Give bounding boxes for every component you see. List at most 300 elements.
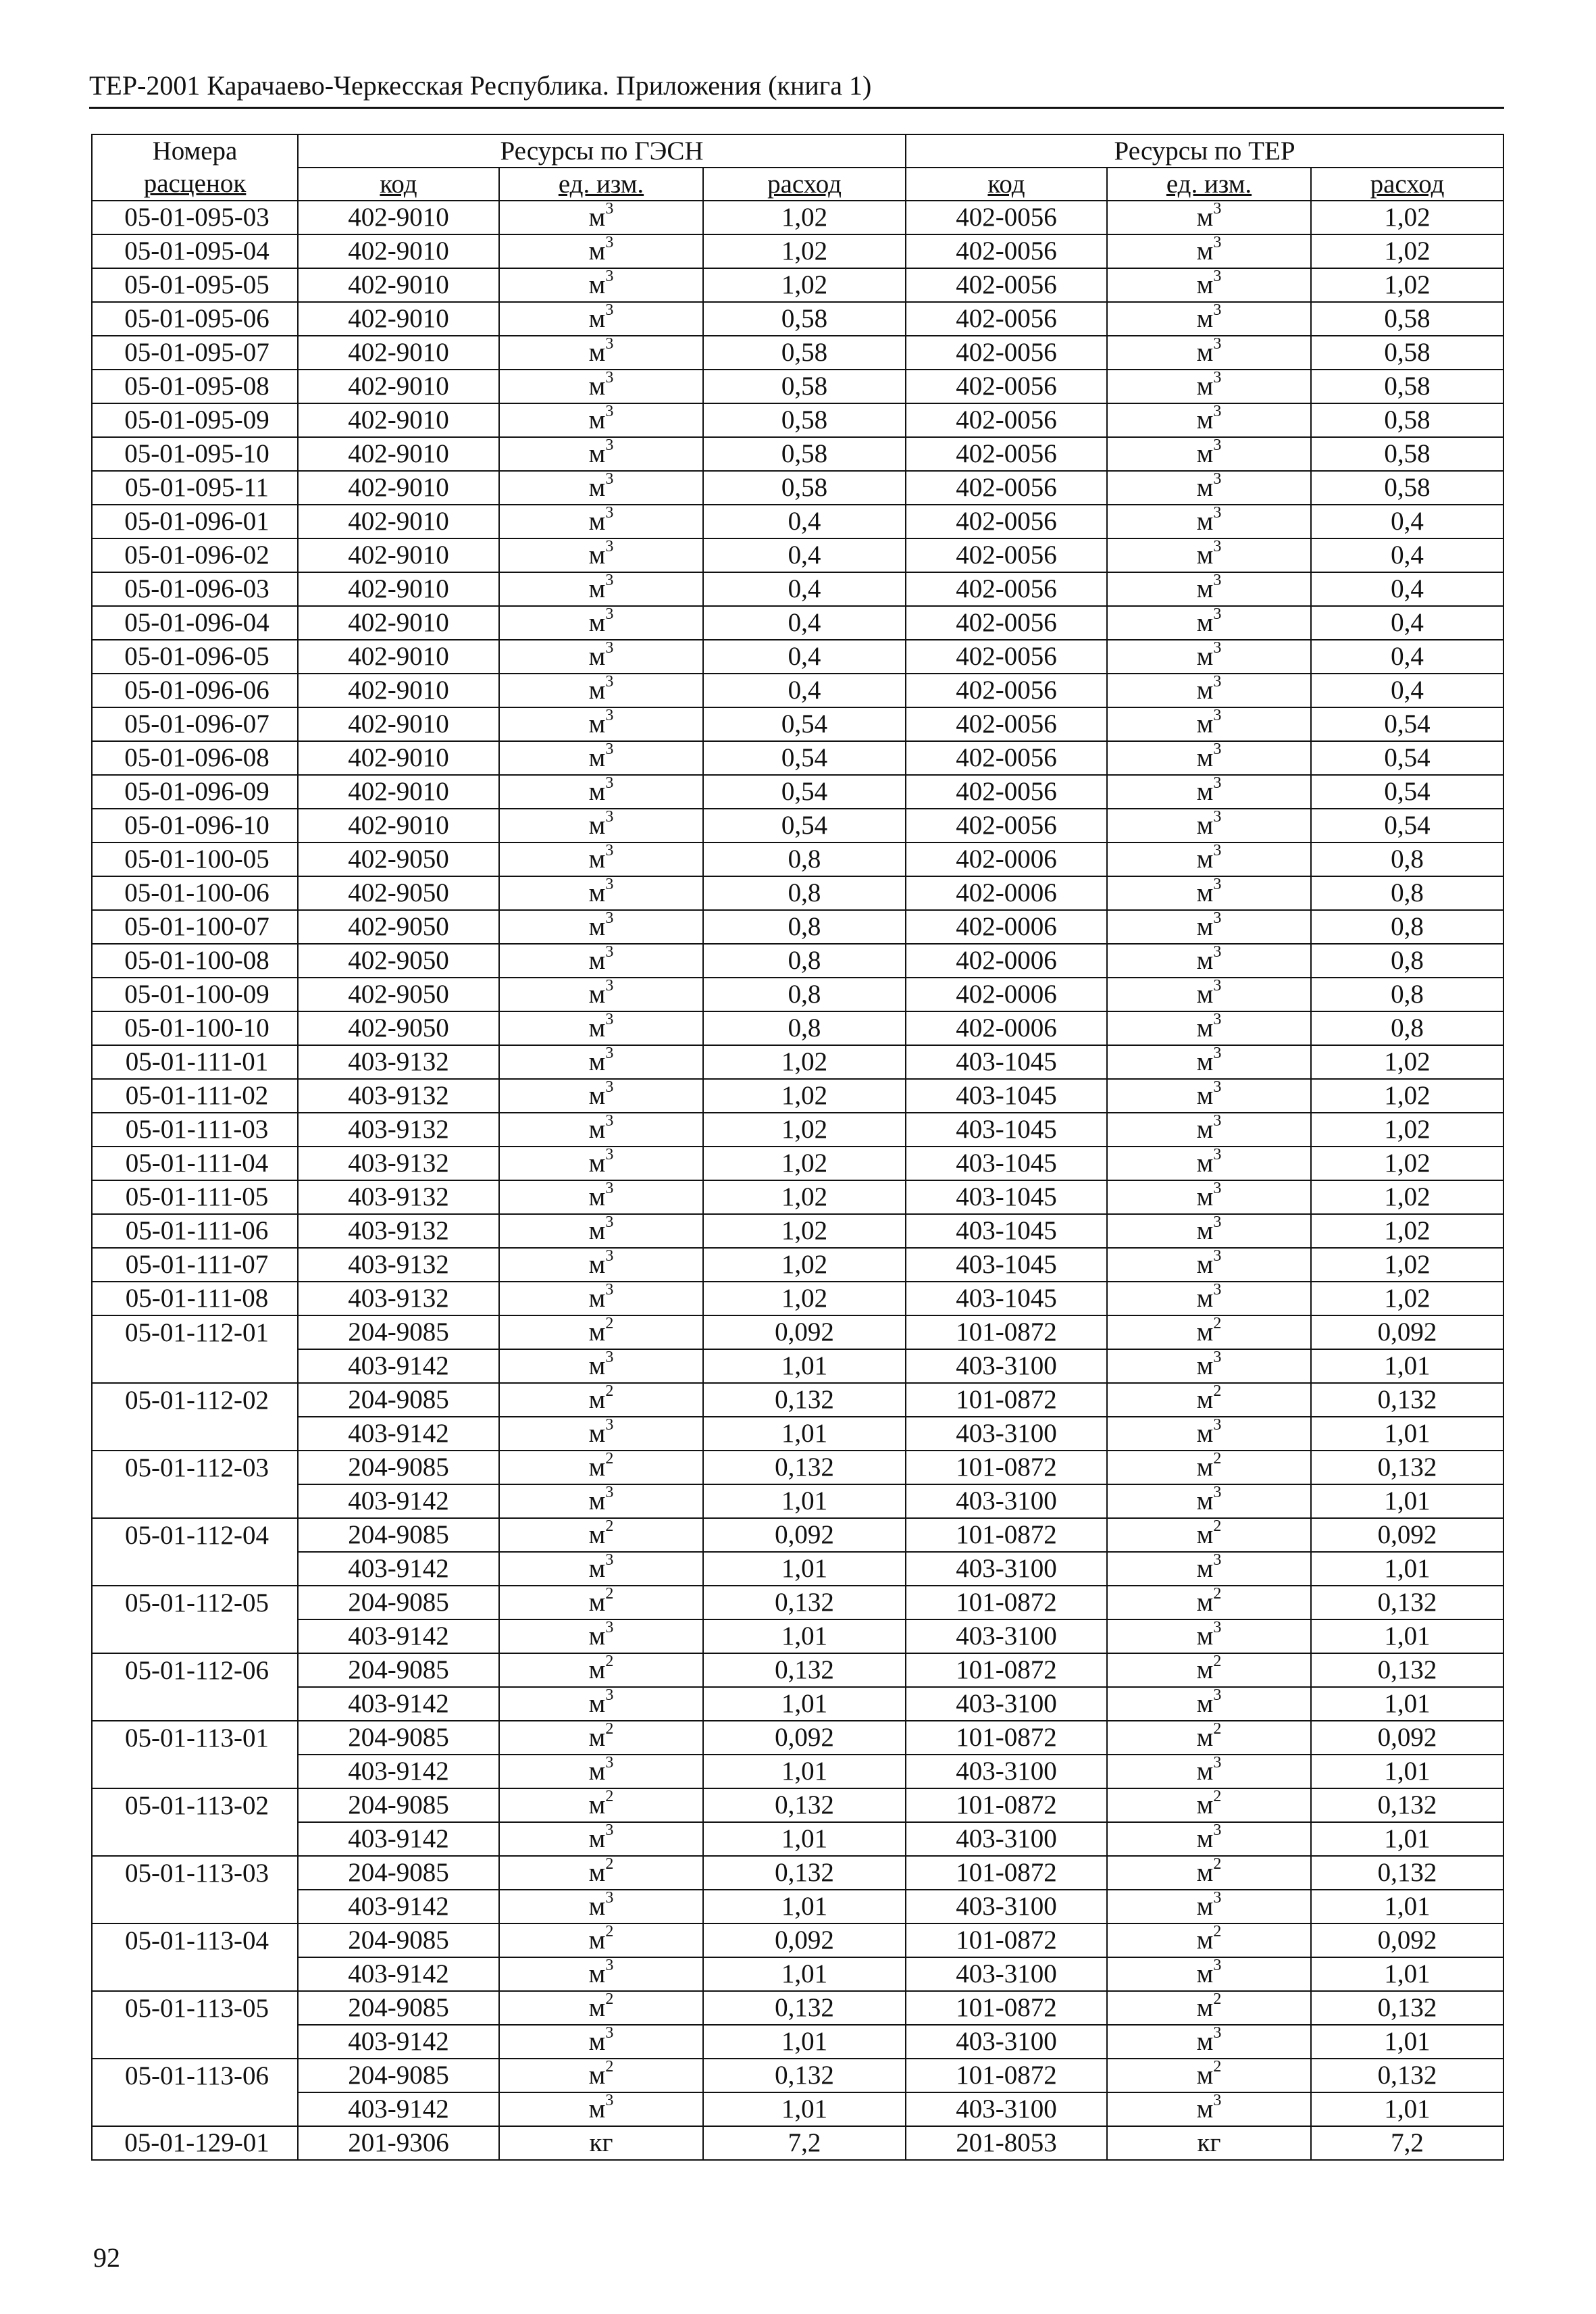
cell-ter-unit: $м^3$ — [1107, 1552, 1311, 1586]
unit-exponent: 3 — [605, 302, 614, 319]
cell-ter-consumption: 0,54 — [1311, 775, 1503, 809]
cell-gesn-consumption: 1,01 — [703, 1484, 906, 1518]
cell-ter-unit: $м^3$ — [1107, 471, 1311, 505]
unit-exponent: 3 — [605, 1484, 614, 1501]
cell-rate-number — [92, 1755, 298, 1788]
table-row — [92, 1315, 1503, 1349]
cell-ter-unit: $м^3$ — [1107, 1687, 1311, 1721]
cell-rate-number: 05-01-100-10 — [92, 1011, 298, 1045]
cell-ter-consumption: 1,01 — [1311, 1484, 1503, 1518]
cell-ter-code: 402-0056 — [906, 640, 1107, 674]
cell-ter-unit: $м^2$ — [1107, 2059, 1311, 2092]
cell-gesn-consumption: 0,092 — [703, 1923, 906, 1957]
unit-exponent: 3 — [1213, 1214, 1222, 1231]
cell-gesn-consumption: 0,8 — [703, 876, 906, 910]
col-header-ter-consumption: расход — [1311, 168, 1503, 201]
unit-exponent: 3 — [1213, 1282, 1222, 1299]
cell-ter-consumption: 0,092 — [1311, 1518, 1503, 1552]
table-row — [92, 809, 1503, 842]
cell-gesn-consumption: 1,01 — [703, 1619, 906, 1653]
cell-ter-code: 403-3100 — [906, 1349, 1107, 1383]
cell-ter-consumption: 1,01 — [1311, 1755, 1503, 1788]
unit-exponent: 2 — [605, 1856, 614, 1873]
unit-exponent: 3 — [605, 403, 614, 420]
table-row — [92, 1586, 1503, 1619]
unit-exponent: 3 — [1213, 910, 1222, 927]
cell-ter-code: 403-1045 — [906, 1180, 1107, 1214]
cell-ter-code: 403-3100 — [906, 1484, 1107, 1518]
cell-ter-consumption: 0,58 — [1311, 471, 1503, 505]
cell-ter-unit: $м^3$ — [1107, 538, 1311, 572]
table-row — [92, 437, 1503, 471]
table-row — [92, 1755, 1503, 1788]
cell-gesn-consumption: 0,54 — [703, 809, 906, 842]
cell-rate-number — [92, 1687, 298, 1721]
cell-rate-number: 05-01-111-03 — [92, 1113, 298, 1147]
unit-exponent: 3 — [605, 268, 614, 285]
cell-ter-consumption: 1,02 — [1311, 201, 1503, 234]
cell-gesn-code: 402-9010 — [298, 538, 499, 572]
cell-ter-consumption: 0,132 — [1311, 1653, 1503, 1687]
cell-gesn-unit: $м^3$ — [499, 1755, 703, 1788]
cell-gesn-consumption: 0,58 — [703, 336, 906, 370]
cell-ter-unit: $м^3$ — [1107, 234, 1311, 268]
table-row — [92, 1282, 1503, 1315]
unit-exponent: 3 — [605, 1180, 614, 1197]
cell-gesn-code: 402-9010 — [298, 336, 499, 370]
cell-gesn-consumption: 0,8 — [703, 978, 906, 1011]
cell-ter-code: 101-0872 — [906, 1923, 1107, 1957]
unit-exponent: 3 — [1213, 370, 1222, 386]
cell-ter-code: 403-3100 — [906, 2092, 1107, 2126]
cell-rate-number — [92, 1417, 298, 1451]
cell-gesn-consumption: 1,02 — [703, 1248, 906, 1282]
cell-gesn-code: 402-9010 — [298, 640, 499, 674]
cell-ter-consumption: 1,02 — [1311, 1147, 1503, 1180]
unit-exponent: 3 — [605, 640, 614, 657]
cell-gesn-unit: кг — [499, 2126, 703, 2160]
cell-gesn-unit: $м^3$ — [499, 944, 703, 978]
cell-ter-unit: $м^3$ — [1107, 1011, 1311, 1045]
unit-exponent: 3 — [605, 978, 614, 995]
cell-ter-code: 403-3100 — [906, 1755, 1107, 1788]
cell-rate-number: 05-01-112-05 — [92, 1586, 298, 1619]
table-row — [92, 1180, 1503, 1214]
table-row — [92, 606, 1503, 640]
cell-ter-code: 101-0872 — [906, 2059, 1107, 2092]
cell-rate-number: 05-01-096-08 — [92, 741, 298, 775]
cell-gesn-unit: $м^3$ — [499, 2025, 703, 2059]
table-row — [92, 1451, 1503, 1484]
unit-exponent: 3 — [605, 1079, 614, 1096]
cell-ter-code: 402-0056 — [906, 302, 1107, 336]
cell-gesn-unit: $м^3$ — [499, 606, 703, 640]
cell-ter-unit: $м^3$ — [1107, 336, 1311, 370]
cell-gesn-unit: $м^2$ — [499, 1383, 703, 1417]
cell-gesn-consumption: 1,02 — [703, 268, 906, 302]
cell-gesn-unit: $м^3$ — [499, 1113, 703, 1147]
unit-exponent: 2 — [1213, 1721, 1222, 1738]
cell-gesn-unit: $м^3$ — [499, 437, 703, 471]
cell-gesn-unit: $м^2$ — [499, 1315, 703, 1349]
cell-gesn-code: 402-9050 — [298, 1011, 499, 1045]
unit-exponent: 3 — [605, 2025, 614, 2042]
cell-rate-number: 05-01-111-06 — [92, 1214, 298, 1248]
cell-ter-code: 402-0056 — [906, 403, 1107, 437]
cell-rate-number: 05-01-111-01 — [92, 1045, 298, 1079]
cell-ter-consumption: 1,01 — [1311, 1417, 1503, 1451]
cell-rate-number — [92, 1890, 298, 1923]
cell-gesn-consumption: 1,02 — [703, 1282, 906, 1315]
cell-ter-consumption: 0,4 — [1311, 606, 1503, 640]
cell-rate-number: 05-01-113-04 — [92, 1923, 298, 1957]
cell-rate-number: 05-01-095-10 — [92, 437, 298, 471]
cell-gesn-unit: $м^3$ — [499, 775, 703, 809]
table-row — [92, 1214, 1503, 1248]
cell-gesn-consumption: 0,4 — [703, 674, 906, 707]
table-row — [92, 572, 1503, 606]
table-row — [92, 1484, 1503, 1518]
unit-exponent: 3 — [605, 1282, 614, 1299]
cell-gesn-unit: $м^3$ — [499, 674, 703, 707]
cell-ter-consumption: 0,8 — [1311, 944, 1503, 978]
unit-exponent: 3 — [605, 1349, 614, 1366]
cell-rate-number: 05-01-111-08 — [92, 1282, 298, 1315]
cell-ter-consumption: 0,58 — [1311, 370, 1503, 403]
unit-exponent: 3 — [605, 944, 614, 961]
cell-ter-code: 402-0056 — [906, 336, 1107, 370]
unit-exponent: 3 — [605, 741, 614, 758]
unit-exponent: 3 — [1213, 1890, 1222, 1907]
cell-gesn-code: 402-9050 — [298, 978, 499, 1011]
cell-rate-number: 05-01-095-04 — [92, 234, 298, 268]
cell-ter-unit: $м^3$ — [1107, 505, 1311, 538]
cell-ter-unit: кг — [1107, 2126, 1311, 2160]
cell-gesn-consumption: 0,4 — [703, 640, 906, 674]
cell-gesn-consumption: 1,02 — [703, 1214, 906, 1248]
unit-exponent: 2 — [605, 1315, 614, 1332]
cell-ter-code: 403-1045 — [906, 1147, 1107, 1180]
cell-rate-number: 05-01-096-04 — [92, 606, 298, 640]
cell-gesn-code: 402-9050 — [298, 876, 499, 910]
unit-exponent: 3 — [1213, 1180, 1222, 1197]
cell-ter-unit: $м^2$ — [1107, 1788, 1311, 1822]
cell-ter-code: 403-3100 — [906, 1822, 1107, 1856]
cell-ter-code: 402-0056 — [906, 437, 1107, 471]
cell-gesn-unit: $м^3$ — [499, 1349, 703, 1383]
unit-exponent: 3 — [1213, 775, 1222, 792]
cell-gesn-consumption: 0,092 — [703, 1518, 906, 1552]
cell-ter-unit: $м^3$ — [1107, 268, 1311, 302]
cell-gesn-consumption: 0,132 — [703, 1653, 906, 1687]
unit-exponent: 3 — [605, 842, 614, 859]
unit-exponent: 3 — [1213, 978, 1222, 995]
unit-exponent: 3 — [605, 336, 614, 353]
unit-exponent: 3 — [605, 1147, 614, 1163]
cell-ter-consumption: 0,8 — [1311, 876, 1503, 910]
cell-ter-consumption: 0,132 — [1311, 1383, 1503, 1417]
cell-gesn-code: 402-9010 — [298, 370, 499, 403]
unit-exponent: 2 — [605, 1923, 614, 1940]
cell-ter-code: 403-3100 — [906, 1417, 1107, 1451]
cell-ter-code: 403-1045 — [906, 1045, 1107, 1079]
cell-ter-unit: $м^2$ — [1107, 1721, 1311, 1755]
cell-rate-number: 05-01-100-05 — [92, 842, 298, 876]
cell-ter-unit: $м^2$ — [1107, 1586, 1311, 1619]
cell-ter-unit: $м^3$ — [1107, 1214, 1311, 1248]
unit-exponent: 3 — [605, 876, 614, 893]
cell-ter-consumption: 0,4 — [1311, 640, 1503, 674]
cell-ter-code: 402-0056 — [906, 809, 1107, 842]
unit-exponent: 3 — [1213, 876, 1222, 893]
cell-rate-number: 05-01-095-05 — [92, 268, 298, 302]
cell-gesn-unit: $м^3$ — [499, 505, 703, 538]
table-header-row-1 — [92, 134, 1503, 168]
cell-gesn-consumption: 0,58 — [703, 302, 906, 336]
table-row — [92, 471, 1503, 505]
cell-gesn-code: 403-9132 — [298, 1214, 499, 1248]
cell-gesn-consumption: 0,54 — [703, 707, 906, 741]
col-header-gesn-unit: ед. изм. — [499, 168, 703, 201]
cell-ter-code: 403-3100 — [906, 1957, 1107, 1991]
table-row — [92, 944, 1503, 978]
cell-gesn-unit: $м^2$ — [499, 1586, 703, 1619]
cell-ter-consumption: 1,01 — [1311, 1349, 1503, 1383]
cell-rate-number: 05-01-095-09 — [92, 403, 298, 437]
cell-gesn-unit: $м^2$ — [499, 1856, 703, 1890]
cell-ter-code: 402-0056 — [906, 606, 1107, 640]
cell-ter-consumption: 7,2 — [1311, 2126, 1503, 2160]
cell-rate-number: 05-01-112-01 — [92, 1315, 298, 1349]
cell-ter-unit: $м^2$ — [1107, 1315, 1311, 1349]
cell-ter-code: 403-1045 — [906, 1282, 1107, 1315]
cell-gesn-code: 403-9142 — [298, 1687, 499, 1721]
cell-gesn-unit: $м^3$ — [499, 978, 703, 1011]
unit-exponent: 3 — [605, 1957, 614, 1974]
cell-ter-unit: $м^2$ — [1107, 1991, 1311, 2025]
cell-gesn-code: 402-9050 — [298, 842, 499, 876]
cell-gesn-unit: $м^2$ — [499, 2059, 703, 2092]
unit-exponent: 3 — [605, 437, 614, 454]
cell-gesn-consumption: 1,01 — [703, 1755, 906, 1788]
cell-gesn-code: 201-9306 — [298, 2126, 499, 2160]
cell-gesn-unit: $м^3$ — [499, 842, 703, 876]
col-header-ter-code: код — [906, 168, 1107, 201]
cell-gesn-unit: $м^2$ — [499, 1451, 703, 1484]
cell-gesn-code: 204-9085 — [298, 1383, 499, 1417]
col-header-ter-unit: ед. изм. — [1107, 168, 1311, 201]
unit-exponent: 2 — [1213, 1383, 1222, 1400]
cell-gesn-consumption: 0,132 — [703, 1856, 906, 1890]
cell-gesn-consumption: 1,02 — [703, 234, 906, 268]
page-header-title: ТЕР-2001 Карачаево-Черкесская Республика. Приложения (книга 1) — [89, 70, 872, 101]
unit-exponent: 3 — [1213, 809, 1222, 826]
cell-gesn-consumption: 1,01 — [703, 1822, 906, 1856]
cell-ter-code: 101-0872 — [906, 1383, 1107, 1417]
cell-ter-consumption: 1,01 — [1311, 1552, 1503, 1586]
cell-gesn-unit: $м^3$ — [499, 201, 703, 234]
table-row — [92, 2059, 1503, 2092]
unit-exponent: 3 — [1213, 1957, 1222, 1974]
table-row — [92, 538, 1503, 572]
cell-gesn-code: 204-9085 — [298, 1586, 499, 1619]
cell-ter-code: 101-0872 — [906, 1856, 1107, 1890]
cell-ter-consumption: 0,132 — [1311, 1586, 1503, 1619]
cell-ter-unit: $м^3$ — [1107, 1147, 1311, 1180]
unit-exponent: 3 — [1213, 2025, 1222, 2042]
cell-rate-number: 05-01-112-02 — [92, 1383, 298, 1417]
unit-exponent: 3 — [1213, 505, 1222, 522]
cell-rate-number — [92, 1822, 298, 1856]
cell-gesn-code: 204-9085 — [298, 1856, 499, 1890]
cell-ter-unit: $м^3$ — [1107, 370, 1311, 403]
cell-gesn-consumption: 1,01 — [703, 1349, 906, 1383]
cell-ter-unit: $м^3$ — [1107, 1417, 1311, 1451]
cell-gesn-consumption: 1,01 — [703, 2025, 906, 2059]
cell-ter-consumption: 0,092 — [1311, 1923, 1503, 1957]
cell-ter-consumption: 0,8 — [1311, 842, 1503, 876]
unit-exponent: 3 — [1213, 944, 1222, 961]
table-row — [92, 1721, 1503, 1755]
unit-exponent: 3 — [1213, 1619, 1222, 1636]
cell-ter-code: 402-0006 — [906, 944, 1107, 978]
table-row — [92, 1991, 1503, 2025]
table-row — [92, 775, 1503, 809]
unit-exponent: 3 — [605, 1822, 614, 1839]
cell-ter-unit: $м^2$ — [1107, 1383, 1311, 1417]
cell-gesn-consumption: 0,4 — [703, 606, 906, 640]
unit-exponent: 2 — [1213, 1451, 1222, 1467]
col-number-header-top: Номера — [92, 134, 298, 168]
cell-ter-unit: $м^2$ — [1107, 1451, 1311, 1484]
cell-gesn-code: 402-9010 — [298, 268, 499, 302]
table-row — [92, 1518, 1503, 1552]
cell-gesn-code: 403-9132 — [298, 1248, 499, 1282]
table-row — [92, 1957, 1503, 1991]
cell-gesn-code: 402-9010 — [298, 471, 499, 505]
cell-ter-unit: $м^3$ — [1107, 910, 1311, 944]
unit-exponent: 3 — [1213, 234, 1222, 251]
cell-gesn-unit: $м^3$ — [499, 336, 703, 370]
unit-exponent: 2 — [605, 1991, 614, 2008]
cell-ter-code: 101-0872 — [906, 1451, 1107, 1484]
cell-ter-code: 402-0056 — [906, 538, 1107, 572]
unit-exponent: 2 — [605, 1451, 614, 1467]
cell-gesn-consumption: 1,01 — [703, 1957, 906, 1991]
cell-ter-unit: $м^3$ — [1107, 1349, 1311, 1383]
cell-gesn-unit: $м^3$ — [499, 302, 703, 336]
cell-gesn-unit: $м^3$ — [499, 403, 703, 437]
cell-gesn-code: 402-9010 — [298, 505, 499, 538]
cell-gesn-unit: $м^3$ — [499, 640, 703, 674]
cell-ter-consumption: 1,01 — [1311, 1687, 1503, 1721]
cell-gesn-code: 204-9085 — [298, 2059, 499, 2092]
unit-exponent: 2 — [1213, 1518, 1222, 1535]
cell-gesn-code: 403-9132 — [298, 1180, 499, 1214]
cell-gesn-consumption: 0,132 — [703, 1451, 906, 1484]
table-row — [92, 1788, 1503, 1822]
cell-gesn-code: 403-9142 — [298, 2025, 499, 2059]
table-row — [92, 1349, 1503, 1383]
group-header-gesn: Ресурсы по ГЭСН — [298, 134, 906, 168]
cell-rate-number: 05-01-111-05 — [92, 1180, 298, 1214]
table-header-row-2 — [92, 168, 1503, 201]
table-row — [92, 1890, 1503, 1923]
cell-ter-code: 101-0872 — [906, 1653, 1107, 1687]
unit-exponent: 3 — [1213, 1147, 1222, 1163]
cell-ter-consumption: 0,4 — [1311, 505, 1503, 538]
unit-exponent: 2 — [1213, 1923, 1222, 1940]
cell-gesn-unit: $м^3$ — [499, 268, 703, 302]
unit-exponent: 3 — [1213, 2092, 1222, 2109]
cell-ter-code: 402-0056 — [906, 268, 1107, 302]
cell-ter-unit: $м^3$ — [1107, 2025, 1311, 2059]
cell-gesn-consumption: 1,02 — [703, 1079, 906, 1113]
cell-gesn-consumption: 0,8 — [703, 842, 906, 876]
cell-gesn-consumption: 0,8 — [703, 1011, 906, 1045]
cell-ter-code: 101-0872 — [906, 1788, 1107, 1822]
cell-ter-code: 402-0006 — [906, 910, 1107, 944]
cell-ter-consumption: 1,01 — [1311, 1890, 1503, 1923]
cell-gesn-unit: $м^3$ — [499, 1214, 703, 1248]
cell-gesn-unit: $м^3$ — [499, 1147, 703, 1180]
cell-ter-code: 101-0872 — [906, 1721, 1107, 1755]
cell-gesn-code: 402-9050 — [298, 944, 499, 978]
cell-gesn-consumption: 0,4 — [703, 572, 906, 606]
cell-ter-consumption: 0,54 — [1311, 707, 1503, 741]
cell-gesn-consumption: 0,132 — [703, 2059, 906, 2092]
cell-ter-unit: $м^2$ — [1107, 1653, 1311, 1687]
unit-exponent: 2 — [605, 1383, 614, 1400]
cell-ter-consumption: 1,01 — [1311, 1822, 1503, 1856]
cell-gesn-code: 402-9010 — [298, 234, 499, 268]
unit-exponent: 3 — [1213, 1113, 1222, 1130]
cell-gesn-unit: $м^3$ — [499, 471, 703, 505]
cell-gesn-code: 403-9132 — [298, 1045, 499, 1079]
table-row — [92, 1822, 1503, 1856]
cell-ter-consumption: 1,02 — [1311, 1045, 1503, 1079]
cell-ter-unit: $м^3$ — [1107, 978, 1311, 1011]
unit-exponent: 2 — [605, 1788, 614, 1805]
cell-ter-consumption: 0,132 — [1311, 1856, 1503, 1890]
cell-gesn-code: 403-9142 — [298, 1755, 499, 1788]
cell-ter-code: 402-0056 — [906, 572, 1107, 606]
cell-gesn-unit: $м^3$ — [499, 1180, 703, 1214]
cell-gesn-consumption: 1,02 — [703, 201, 906, 234]
cell-rate-number: 05-01-095-11 — [92, 471, 298, 505]
cell-gesn-consumption: 0,132 — [703, 1788, 906, 1822]
table-row — [92, 336, 1503, 370]
cell-gesn-consumption: 0,092 — [703, 1721, 906, 1755]
cell-gesn-consumption: 1,02 — [703, 1180, 906, 1214]
group-header-ter: Ресурсы по ТЕР — [906, 134, 1503, 168]
unit-exponent: 2 — [605, 1721, 614, 1738]
cell-ter-unit: $м^3$ — [1107, 1822, 1311, 1856]
cell-ter-unit: $м^3$ — [1107, 403, 1311, 437]
table-row — [92, 403, 1503, 437]
table-row — [92, 978, 1503, 1011]
unit-exponent: 3 — [1213, 606, 1222, 623]
cell-ter-consumption: 0,8 — [1311, 910, 1503, 944]
cell-ter-consumption: 1,02 — [1311, 234, 1503, 268]
cell-ter-consumption: 0,8 — [1311, 978, 1503, 1011]
unit-exponent: 3 — [1213, 1687, 1222, 1704]
cell-gesn-unit: $м^3$ — [499, 876, 703, 910]
cell-ter-code: 402-0056 — [906, 234, 1107, 268]
cell-gesn-code: 403-9132 — [298, 1147, 499, 1180]
unit-exponent: 3 — [605, 707, 614, 724]
cell-rate-number: 05-01-095-08 — [92, 370, 298, 403]
